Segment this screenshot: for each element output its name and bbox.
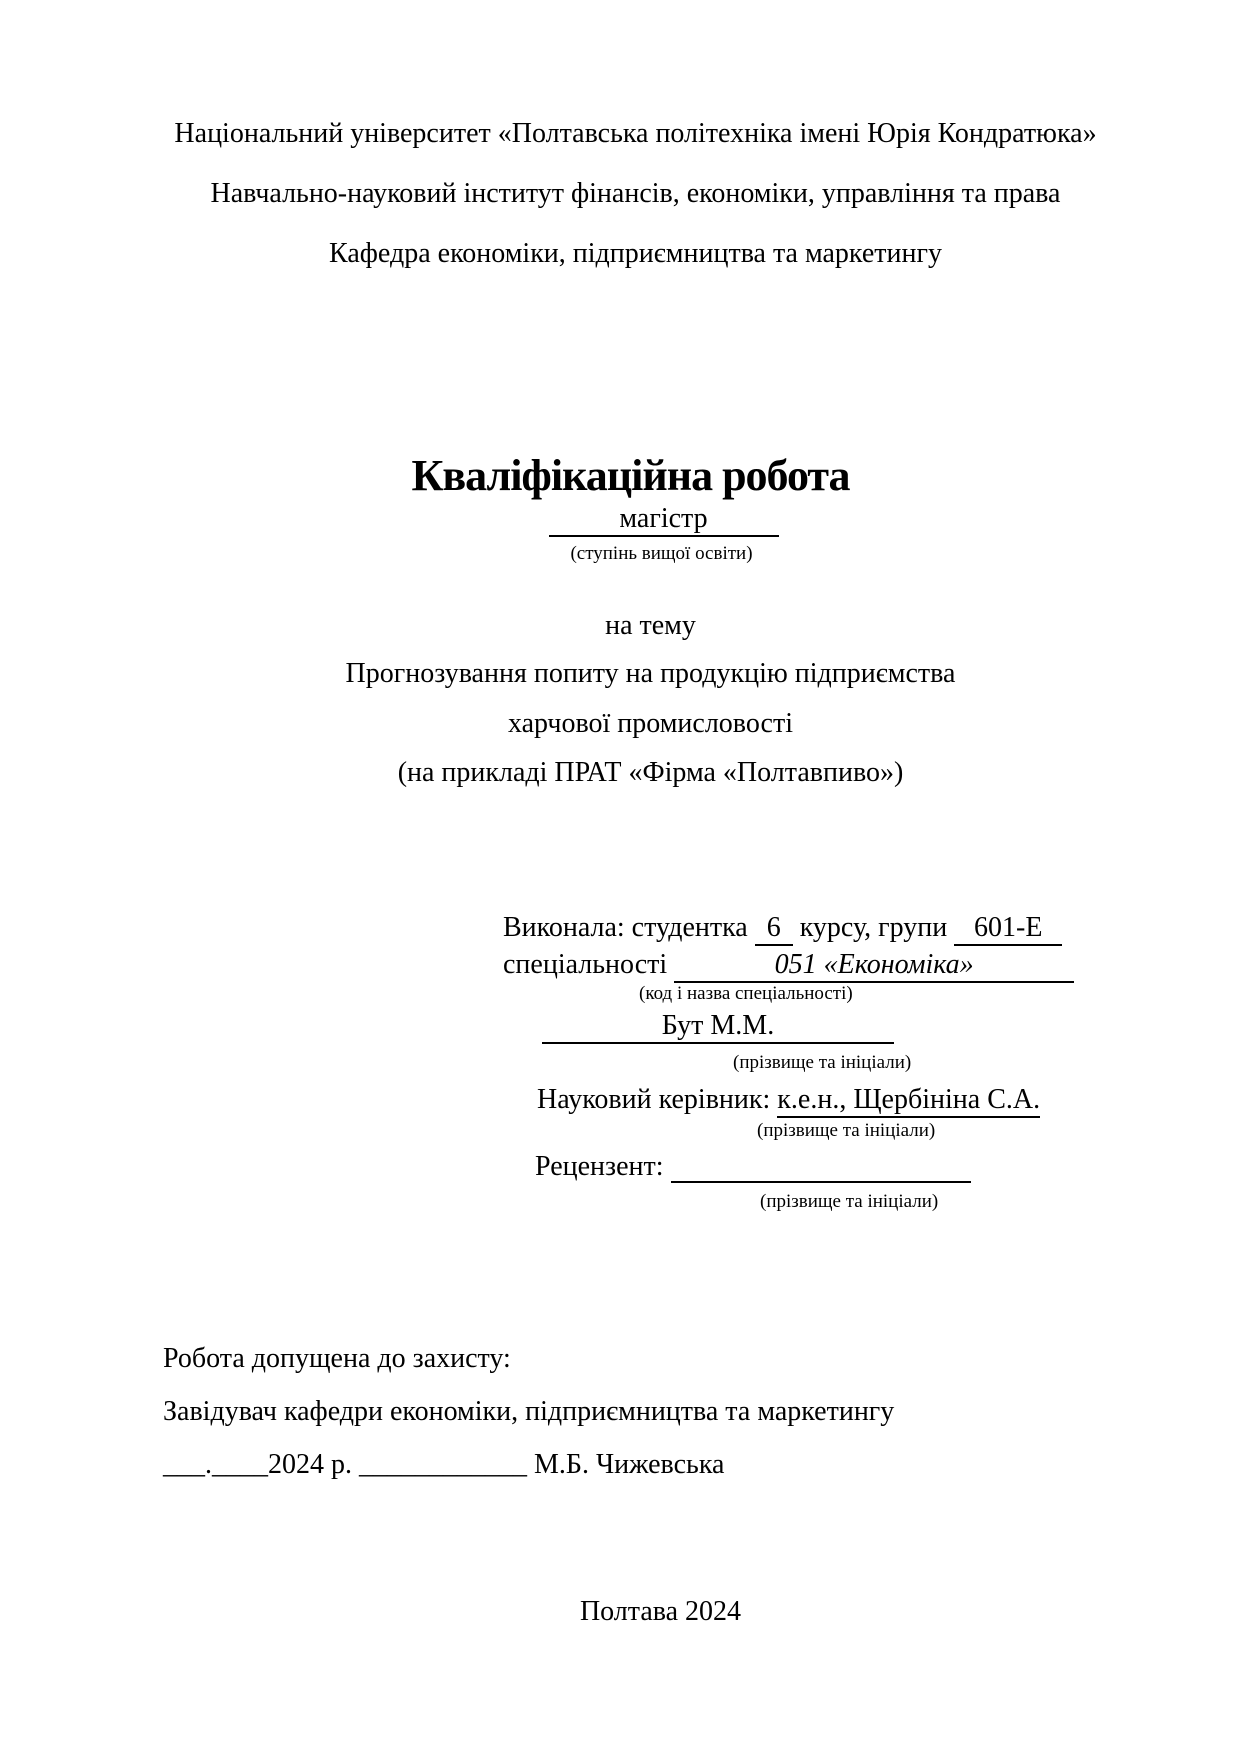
specialty-underline [674, 949, 1074, 983]
theme-line-2-text: харчової промисловості [508, 708, 793, 739]
approval-line-1-text: Робота допущена до захисту: [163, 1343, 511, 1374]
student-name-line [542, 1010, 894, 1044]
approval-line-2-text: Завідувач кафедри економіки, підприємництва та маркетингу [163, 1396, 895, 1427]
theme-line-1-text: Прогнозування попиту на продукцію підприємства [345, 658, 956, 689]
degree-text: магістр [619, 503, 708, 534]
specialty-value: 051 «Економіка» [774, 949, 974, 980]
student-name-caption [733, 1052, 911, 1074]
approval-line-1 [163, 1343, 511, 1375]
theme-line-3-text: (на прикладі ПРАТ «Фірма «Полтавпиво») [397, 757, 904, 788]
institute-name-text: Навчально-науковий інститут фінансів, економіки, управління та права [210, 178, 1061, 209]
reviewer-line [535, 1151, 971, 1183]
supervisor-caption [757, 1120, 935, 1142]
approval-date-line [163, 1449, 724, 1481]
supervisor-value: к.е.н., Щербініна С.А. [777, 1084, 1041, 1115]
reviewer-caption [760, 1191, 938, 1213]
course-value: 6 [766, 912, 781, 943]
theme-line-1 [0, 658, 1241, 690]
theme-line-3 [0, 757, 1241, 789]
specialty-label: спеціальності [503, 949, 668, 980]
supervisor-underline [777, 1084, 1040, 1118]
performed-line [503, 912, 1062, 946]
on-theme-text: на тему [605, 610, 696, 641]
degree-underline [549, 503, 779, 537]
work-title-text: Кваліфікаційна робота [411, 451, 850, 500]
university-name [0, 118, 1241, 150]
department-name-text: Кафедра економіки, підприємництва та маркетингу [329, 238, 942, 269]
degree-line [0, 503, 1241, 537]
approval-head-name: М.Б. Чижевська [534, 1449, 725, 1480]
specialty-caption-text: (код і назва спеціальності) [639, 983, 853, 1004]
theme-line-2 [0, 708, 1241, 740]
reviewer-caption-text: (прізвище та ініціали) [760, 1191, 939, 1212]
supervisor-caption-text: (прізвище та ініціали) [757, 1120, 936, 1141]
on-theme-line [0, 610, 1241, 642]
student-name-text: Бут М.М. [661, 1010, 775, 1041]
footer-city-year [0, 1596, 1241, 1628]
university-name-text: Національний університет «Полтавська політехніка імені Юрія Кондратюка» [174, 118, 1097, 149]
student-name-caption-text: (прізвище та ініціали) [733, 1052, 912, 1073]
specialty-caption [639, 983, 853, 1005]
approval-date-blank: ___.____2024 р. [163, 1449, 352, 1480]
group-value: 601-Е [974, 912, 1043, 943]
degree-caption [0, 543, 1241, 565]
supervisor-label: Науковий керівник: [537, 1084, 771, 1115]
institute-name [0, 178, 1241, 210]
supervisor-line [537, 1084, 1040, 1118]
reviewer-label: Рецензент: [535, 1151, 664, 1182]
group-underline [954, 912, 1062, 946]
student-name-underline [542, 1010, 894, 1044]
course-underline [755, 912, 793, 946]
department-name [0, 238, 1241, 270]
specialty-line [503, 949, 1074, 983]
reviewer-signature-line [671, 1153, 971, 1183]
footer-city-year-text: Полтава 2024 [579, 1596, 742, 1627]
performed-prefix: Виконала: студентка [503, 912, 748, 943]
degree-caption-text: (ступінь вищої освіти) [570, 543, 753, 564]
course-suffix: курсу, групи [799, 912, 948, 943]
approval-signature-blank: ____________ [359, 1449, 527, 1480]
approval-line-2 [163, 1396, 894, 1428]
author-block [503, 905, 1153, 1225]
work-title [0, 450, 1241, 501]
